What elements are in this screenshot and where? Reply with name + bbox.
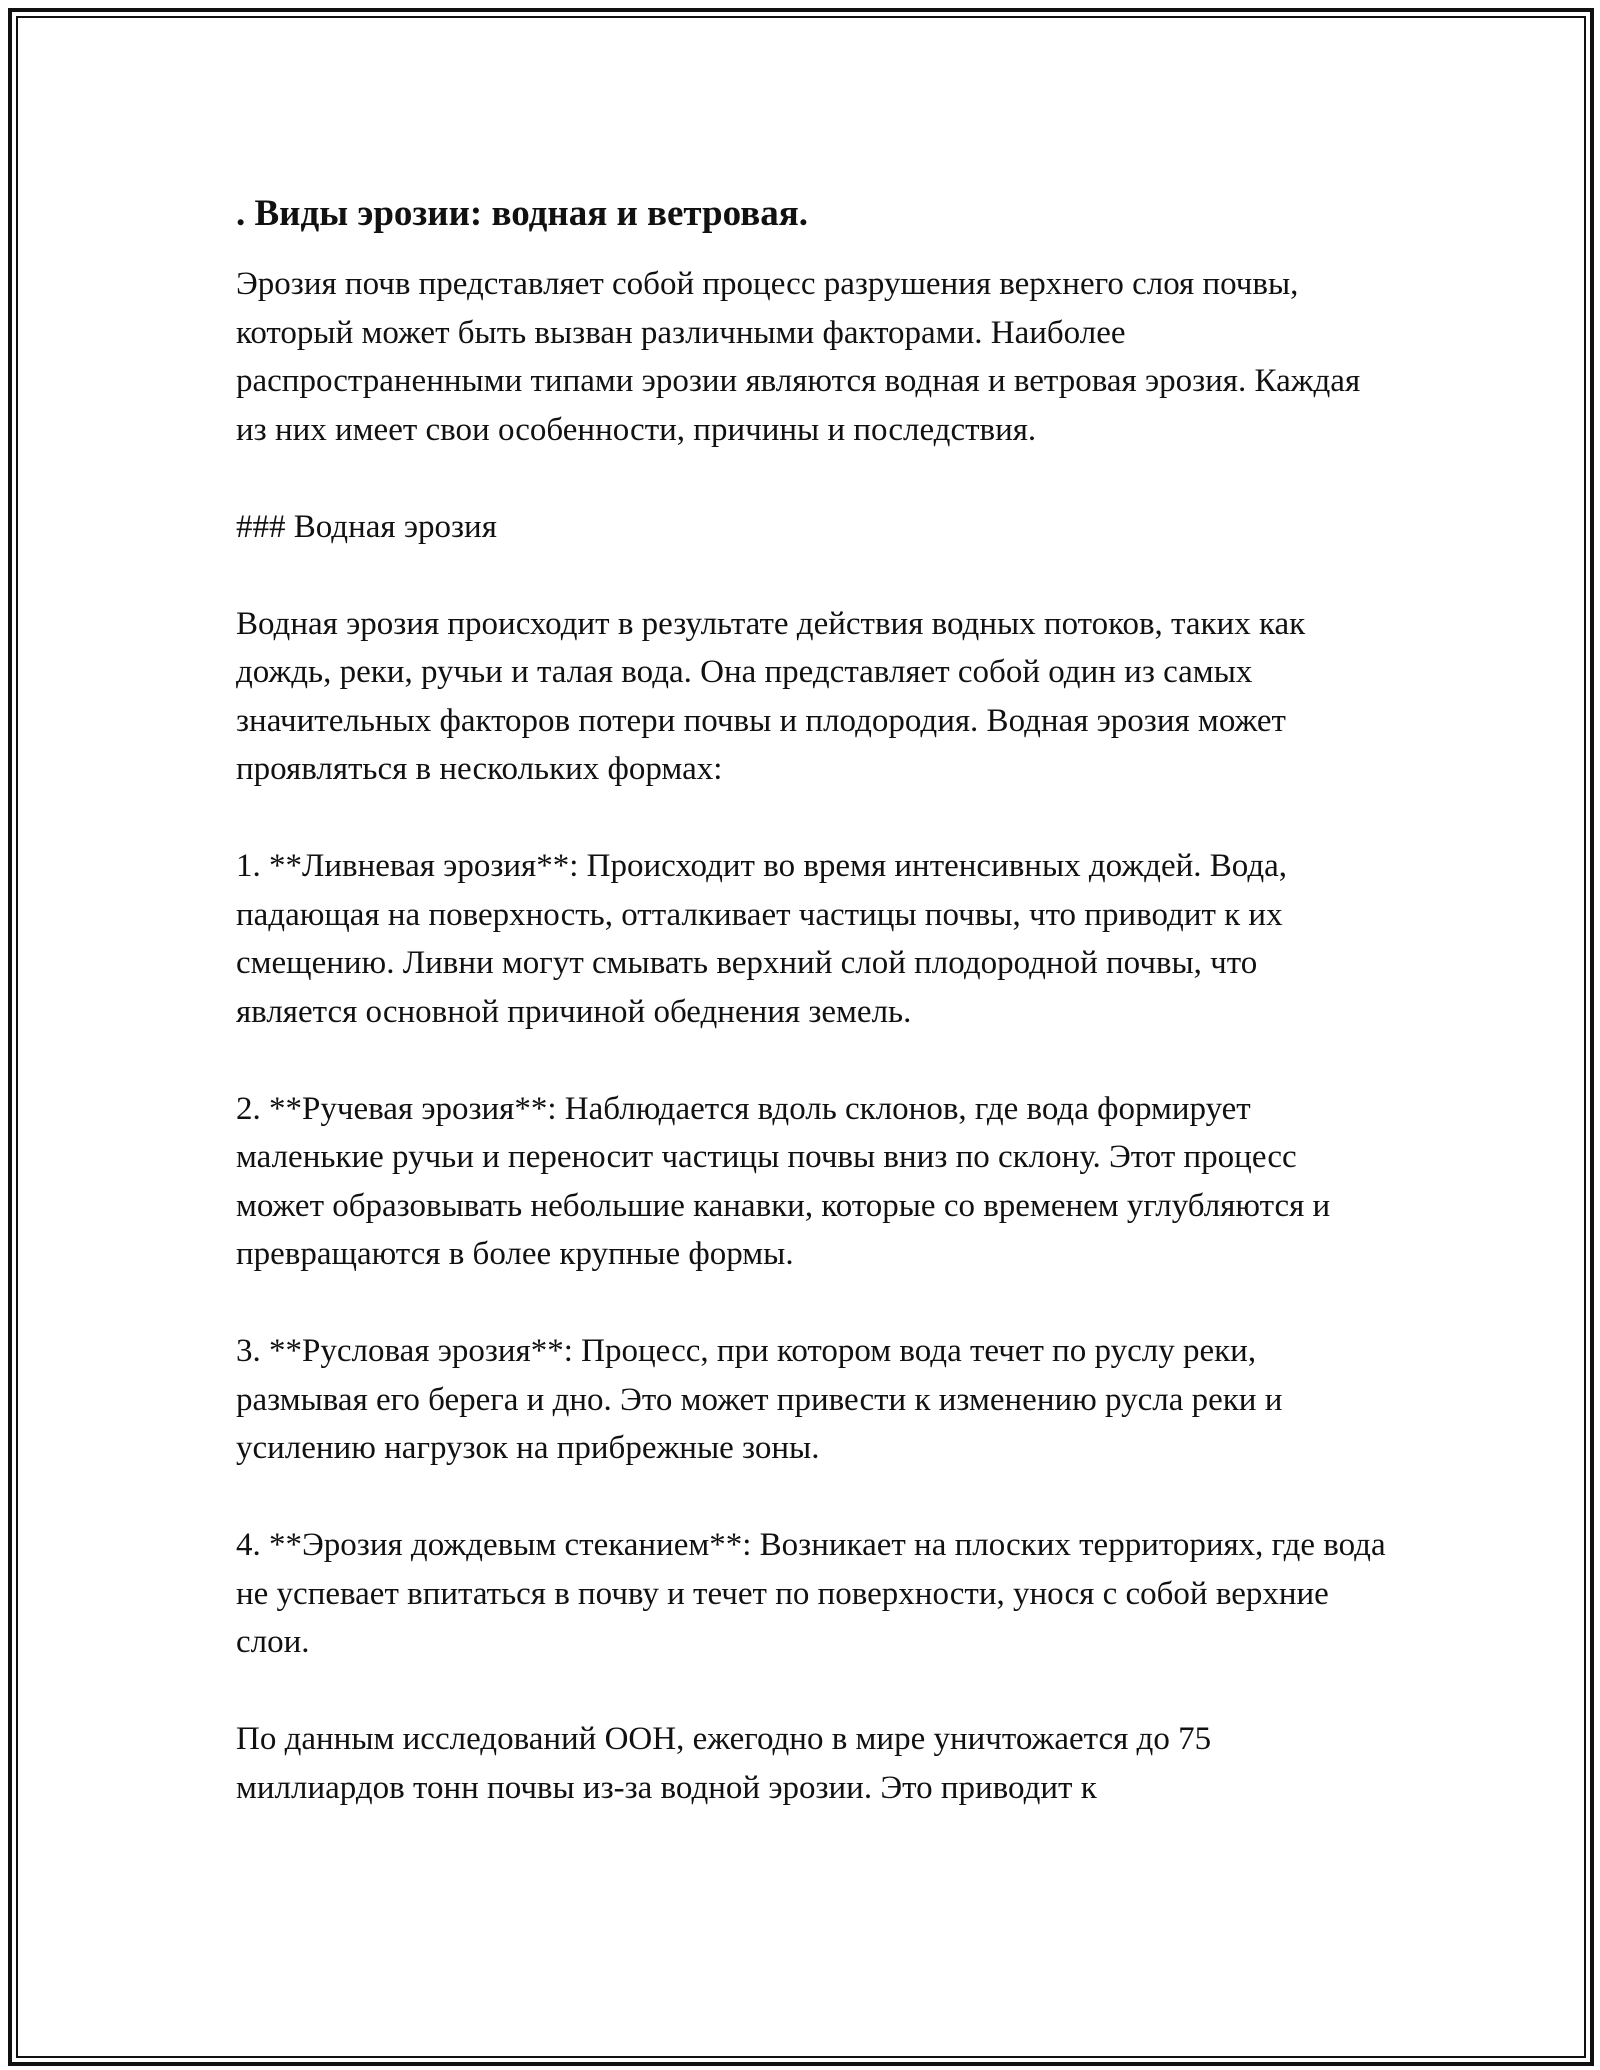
- document-body: [236, 190, 1386, 1812]
- un-data-paragraph: По данным исследований ООН, ежегодно в мире уничтожается до 75 миллиардов тонн почвы из-за водной эрозии. Это приводит к: [236, 1721, 1212, 1806]
- intro-paragraph: Эрозия почв представляет собой процесс разрушения верхнего слоя почвы, который может быть вызван различными факторами. Наиболее распространенными типами эрозии являются водная и ветровая эрозия. Каждая из них имеет свои особенности, причины и последствия.: [236, 266, 1361, 448]
- list-item-2: 2. **Ручевая эрозия**: Наблюдается вдоль склонов, где вода формирует маленькие ручьи и переносит частицы почвы вниз по склону. Этот процесс может образовывать небольшие канавки, которые со временем углубляются и превращаются в более крупные формы.: [236, 1090, 1331, 1272]
- list-item-1: 1. **Ливневая эрозия**: Происходит во время интенсивных дождей. Вода, падающая на поверхность, отталкивает частицы почвы, что приводит к их смещению. Ливни могут смывать верхний слой плодородной почвы, что является основной причиной обеднения земель.: [236, 848, 1288, 1030]
- list-item-4: 4. **Эрозия дождевым стеканием**: Возникает на плоских территориях, где вода не успевает впитаться в почву и течет по поверхности, унося с собой верхние слои.: [236, 1527, 1386, 1660]
- list-item-3: 3. **Русловая эрозия**: Процесс, при котором вода течет по руслу реки, размывая его берега и дно. Это может привести к изменению русла реки и усилению нагрузок на прибрежные зоны.: [236, 1333, 1283, 1466]
- section-heading-water-erosion: ### Водная эрозия: [236, 508, 497, 545]
- water-erosion-paragraph: Водная эрозия происходит в результате действия водных потоков, таких как дождь, реки, ручьи и талая вода. Она представляет собой один из самых значительных факторов потери почвы и плодородия. Водная эрозия может проявляться в нескольких формах:: [236, 605, 1306, 787]
- document-title: . Виды эрозии: водная и ветровая.: [236, 193, 808, 234]
